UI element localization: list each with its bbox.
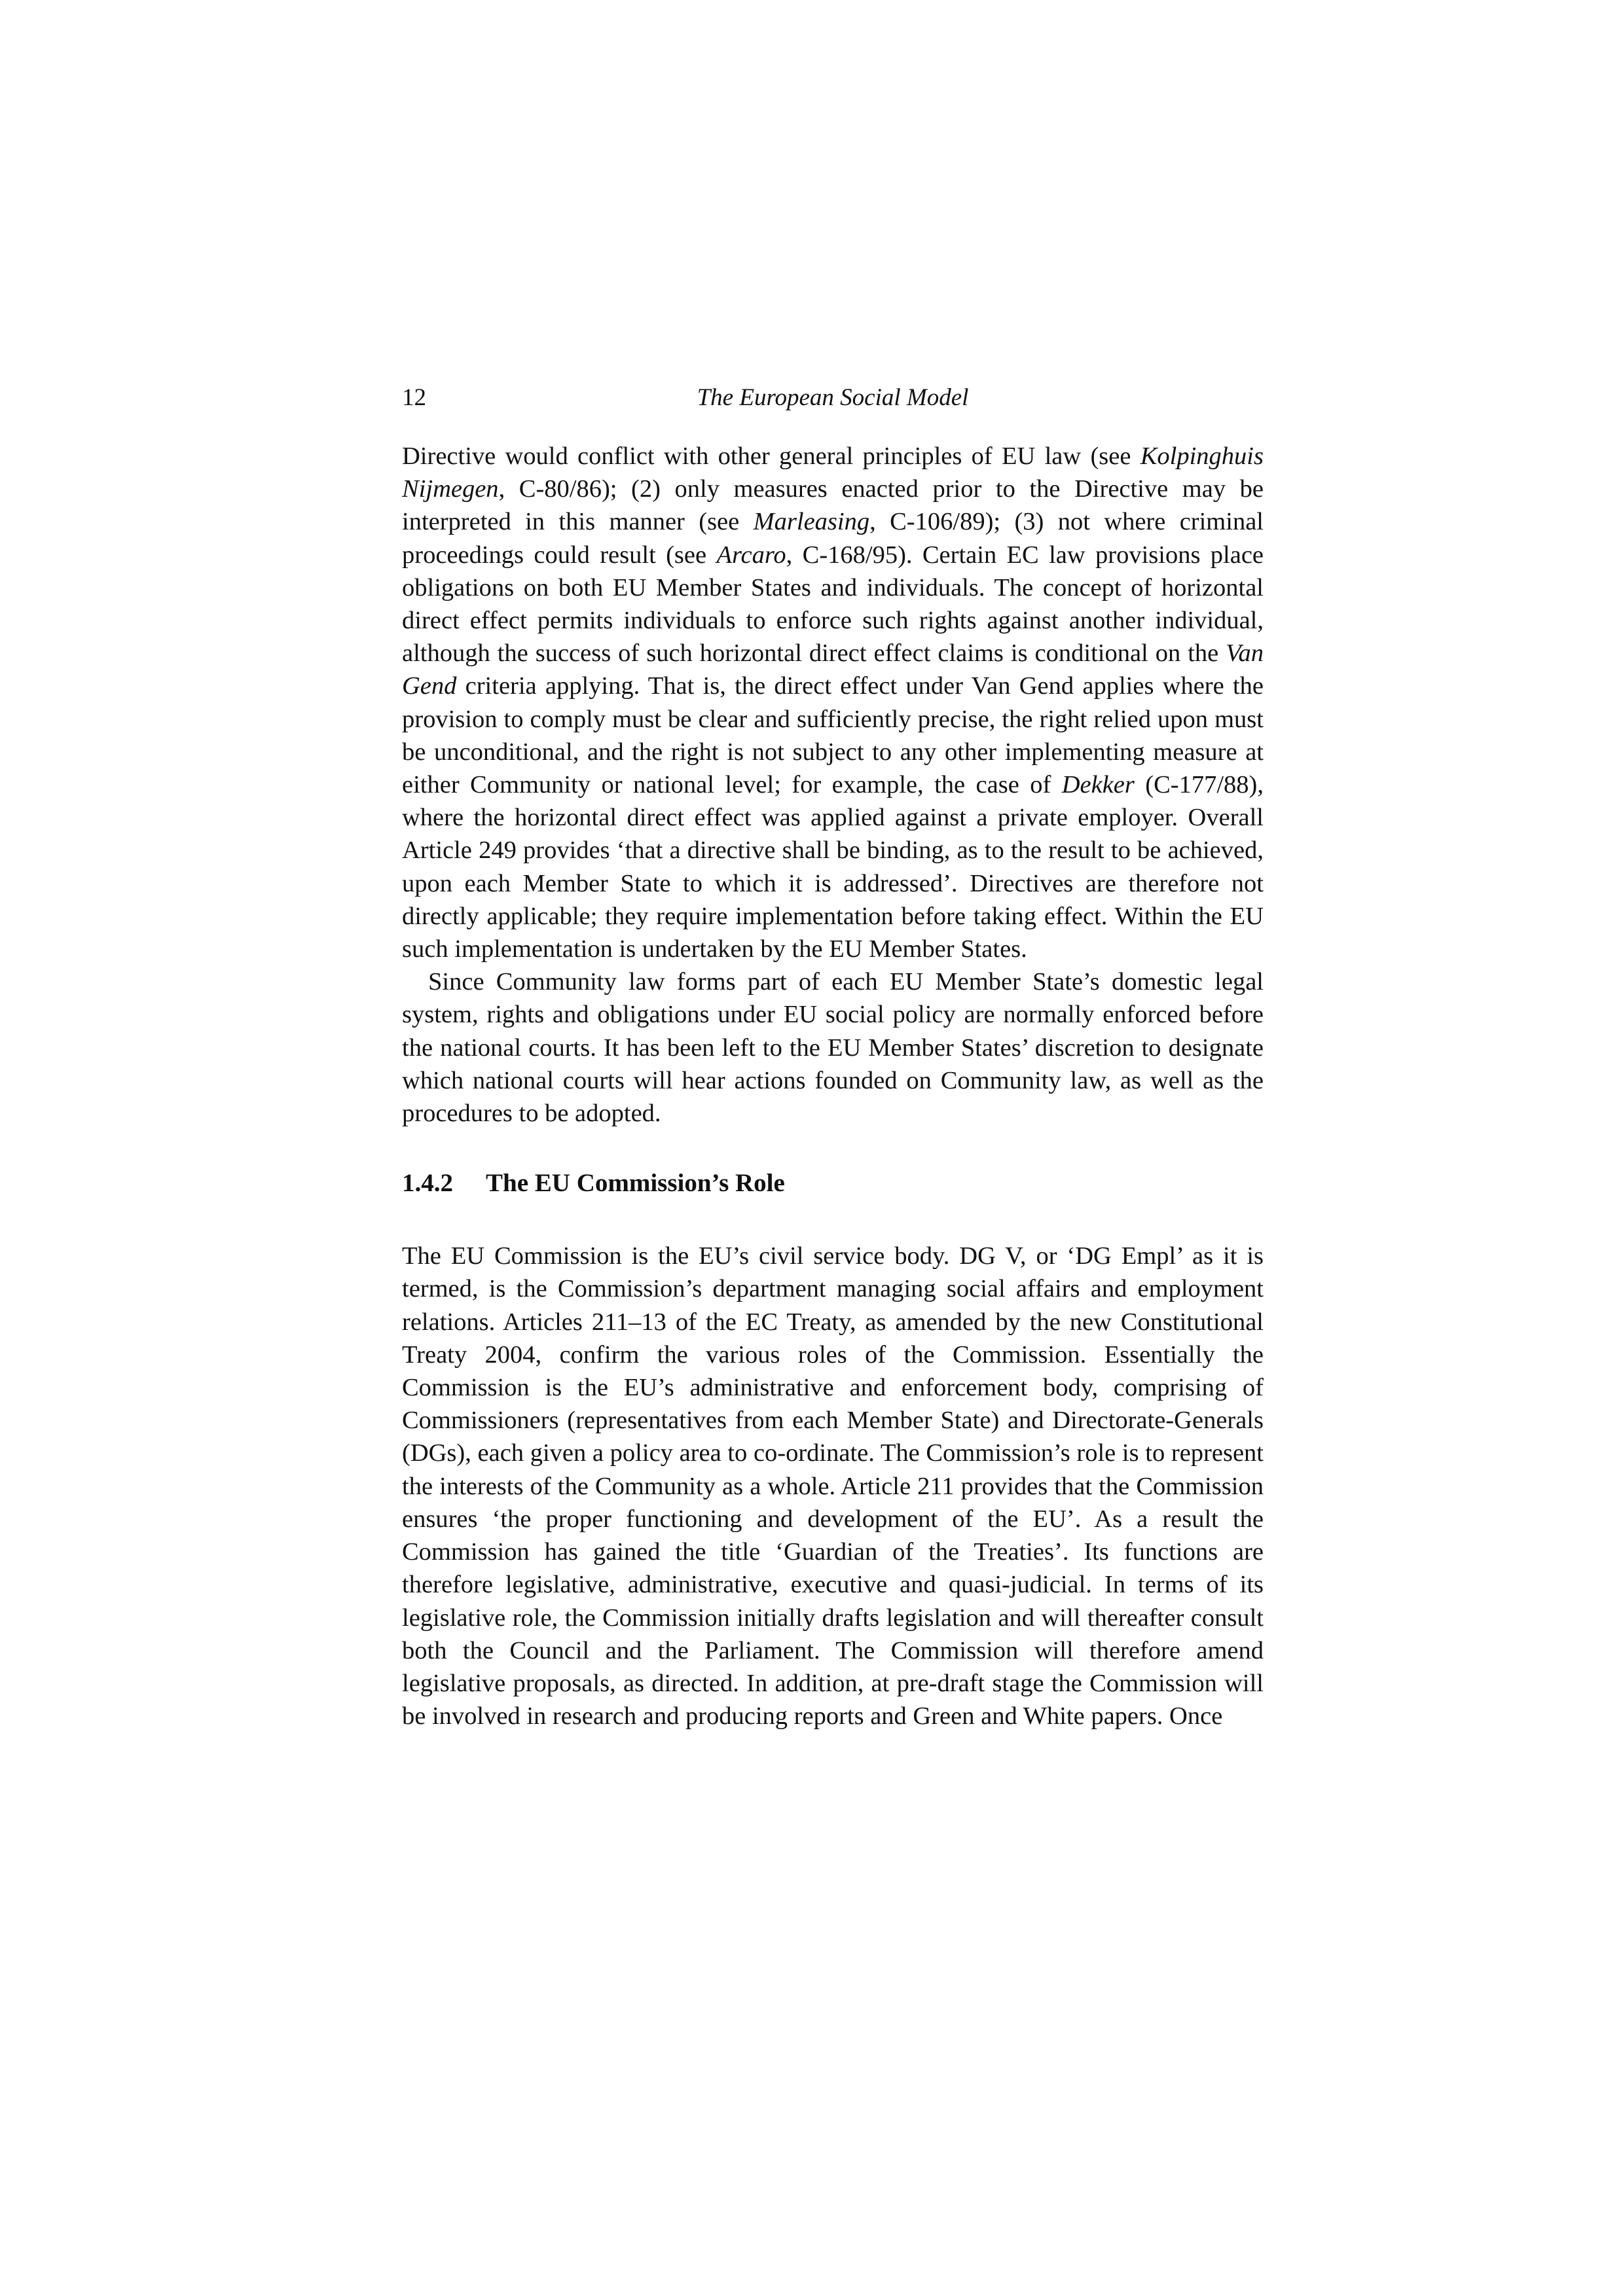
case-name-arcaro: Arcaro [716, 541, 786, 569]
case-name-dekker: Dekker [1061, 771, 1135, 799]
text-run: Directive would conflict with other general principles of EU law (see [402, 442, 1140, 470]
page-number: 12 [402, 384, 426, 411]
case-name-kolpinghuis: Kolpinghuis Nijmegen [402, 442, 1264, 503]
text-run: , C-106/89); (3) not where criminal proceedings could result (see [402, 508, 1264, 569]
text-run: (C-177/88), where the horizontal direct effect was applied against a private employer. Overall Article 249 provides ‘that a directive shall be binding, as to the result to be achieved, upon each Member State to which it is addressed’. Directives are therefore not directly applicable; they require implementation before taking effect. Within the EU such implementation is undertaken by the EU Member States. [402, 771, 1264, 963]
body-text [402, 440, 1264, 1732]
text-run: criteria applying. That is, the direct effect under Van Gend applies where the provision to comply must be clear and sufficiently precise, the right relied upon must be unconditional, and the right is not subject to any other implementing measure at either Community or national level; for example, the case of [402, 672, 1264, 799]
running-header [402, 378, 1264, 418]
section-heading [402, 1166, 1264, 1200]
text-run: , C-168/95). Certain EC law provisions place obligations on both EU Member States and individuals. The concept of horizontal direct effect permits individuals to enforce such rights against another individual, although the success of such horizontal direct effect claims is conditional on the [402, 541, 1264, 668]
paragraph-community-law: Since Community law forms part of each EU Member State’s domestic legal system, rights and obligations under EU social policy are normally enforced before the national courts. It has been left to the EU Member States’ discretion to designate which national courts will hear actions founded on Community law, as well as the procedures to be adopted. [402, 968, 1264, 1128]
running-title: The European Social Model [697, 384, 969, 411]
text-run: , C-80/86); (2) only measures enacted prior to the Directive may be interpreted in this manner (see [402, 475, 1264, 536]
case-name-marleasing: Marleasing [753, 508, 870, 536]
case-name-van-gend: Van Gend [402, 639, 1264, 700]
section-title: The EU Commission’s Role [486, 1169, 785, 1198]
paragraph-commission-role: The EU Commission is the EU’s civil service body. DG V, or ‘DG Empl’ as it is termed, is the Commission’s department managing social affairs and employment relations. Articles 211–13 of the EC Treaty, as amended by the new Constitutional Treaty 2004, confirm the various roles of the Commission. Essentially the Commission is the EU’s administrative and enforcement body, comprising of Commissioners (representatives from each Member State) and Directorate-Generals (DGs), each given a policy area to co-ordinate. The Commission’s role is to represent the interests of the Community as a whole. Article 211 provides that the Commission ensures ‘the proper functioning and development of the EU’. As a result the Commission has gained the title ‘Guardian of the Treaties’. Its functions are therefore legislative, administrative, executive and quasi-judicial. In terms of its legislative role, the Commission initially drafts legislation and will thereafter consult both the Council and the Parliament. The Commission will therefore amend legislative proposals, as directed. In addition, at pre-draft stage the Commission will be involved in research and producing reports and Green and White papers. Once [402, 1242, 1264, 1731]
paragraph-directive-continuation [402, 440, 1264, 965]
section-number: 1.4.2 [402, 1169, 453, 1198]
